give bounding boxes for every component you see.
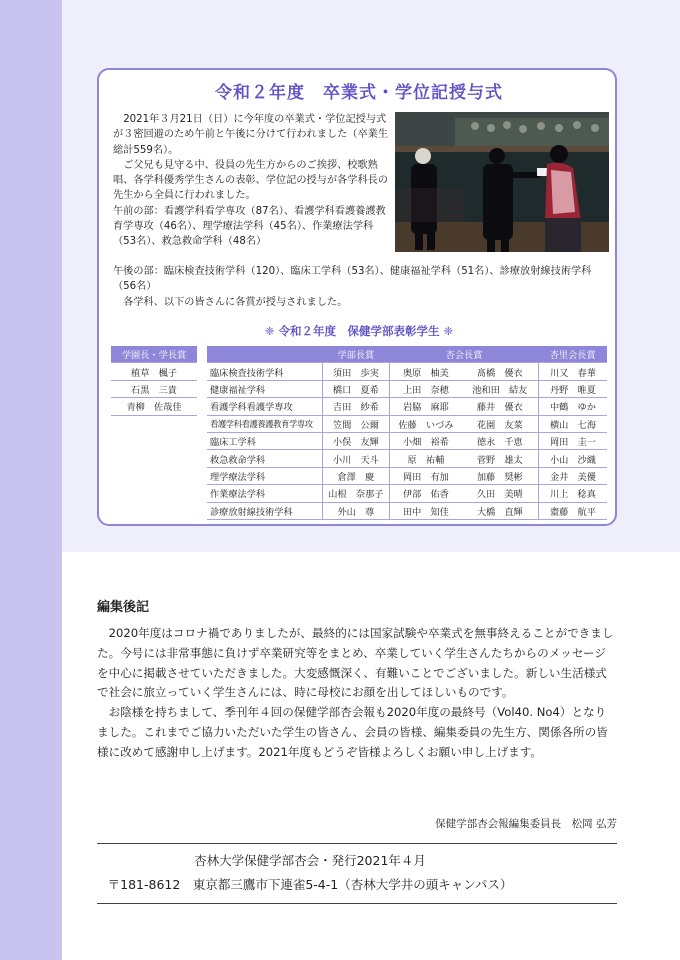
- satokai-award-cell: 金井 美優: [538, 467, 607, 484]
- alumni-award-cell: 花園 友菜: [462, 415, 539, 432]
- editorial-paragraph-2: お陰様を持ちまして、季刊年４回の保健学部杏会報も2020年度の最終号（Vol40. No4）となりました。これまでご協力いただいた学生の皆さん、会員の皆様、編集委員の先生方、関係各所の皆様に改めて感謝申し上げます。2021年度もどうぞ皆様よろしくお願い申し上げます。: [97, 705, 608, 759]
- alumni-award-cell: 岡田 有加: [390, 467, 462, 484]
- satokai-award-cell: 齋藤 航平: [538, 502, 607, 519]
- dept-cell: 診療放射線技術学科: [207, 502, 322, 519]
- satokai-award-cell: 川又 春華: [538, 363, 607, 380]
- alumni-award-cell: 田中 知佳: [390, 502, 462, 519]
- award-row: [207, 415, 607, 432]
- satokai-award-cell: 丹野 唯夏: [538, 380, 607, 397]
- alumni-award-cell: 徳永 千恵: [462, 432, 539, 449]
- alumni-award-cell: 藤井 優衣: [462, 398, 539, 415]
- dept-cell: 臨床工学科: [207, 432, 322, 449]
- footer-rule-bottom: [97, 903, 617, 904]
- alumni-award-cell: 上田 奈穂: [390, 380, 462, 397]
- award-row: [207, 485, 607, 502]
- award-row: [207, 432, 607, 449]
- alumni-award-cell: 岩脇 麻耶: [390, 398, 462, 415]
- award-row: [207, 467, 607, 484]
- satokai-award-cell: 小山 沙織: [538, 450, 607, 467]
- award-row: [207, 380, 607, 397]
- dean-award-cell: 吉田 紗希: [322, 398, 390, 415]
- alumni-award-cell: 原 祐輔: [390, 450, 462, 467]
- alumni-award-cell: 加藤 奨彬: [462, 467, 539, 484]
- dean-award-cell: 山根 奈那子: [322, 485, 390, 502]
- president-award-header: 学園長・学長賞: [111, 346, 197, 363]
- alumni-award-cell: 髙橋 優衣: [462, 363, 539, 380]
- dept-cell: 臨床検査技術学科: [207, 363, 322, 380]
- award-row: [207, 398, 607, 415]
- satokai-award-cell: 川上 稔真: [538, 485, 607, 502]
- alumni-award-cell: 奥原 柚美: [390, 363, 462, 380]
- dean-award-cell: 橋口 夏希: [322, 380, 390, 397]
- intro-paragraph-1: 2021年３月21日（日）に今年度の卒業式・学位記授与式が３密回避のため午前と午後に分けて行われました（卒業生総計559名）。: [113, 114, 389, 156]
- dean-award-cell: 小川 天斗: [322, 450, 390, 467]
- dept-cell: 看護学科看護学専攻: [207, 398, 322, 415]
- alumni-award-cell: 伊部 佑香: [390, 485, 462, 502]
- satokai-award-header: 杏里会長賞: [538, 346, 607, 363]
- editorial-signature: 保健学部杏会報編集委員長 松岡 弘芳: [435, 818, 617, 830]
- president-award-table: [111, 346, 197, 416]
- editorial-paragraph-1: 2020年度はコロナ禍でありましたが、最終的には国家試験や卒業式を無事終えることができました。今号には非常事態に負けず卒業研究等をまとめ、卒業していく学生さんたちからのメッセージを中心に掲載させていただきました。大変感慨深く、有難いことでございました。新しい生活様式で社会に旅立っていく学生さんには、時に母校にお顔を出してほしいものです。: [97, 626, 614, 700]
- footer-publisher: 杏林大学保健学部杏会・発行2021年４月: [194, 853, 426, 868]
- alumni-award-header: 杏会長賞: [390, 346, 539, 363]
- afternoon-session: 午後の部：臨床検査技術学科（120）、臨床工学科（53名）、健康福祉学科（51名）、診療放射線技術学科（56名）: [113, 266, 592, 293]
- dept-cell: 健康福祉学科: [207, 380, 322, 397]
- dept-cell: 看護学科看護養護教育学専攻: [207, 415, 322, 432]
- alumni-award-cell: 大橋 直輝: [462, 502, 539, 519]
- alumni-award-cell: 佐藤 いづみ: [390, 415, 462, 432]
- satokai-award-cell: 岡田 圭一: [538, 432, 607, 449]
- editorial-title: 編集後記: [97, 600, 150, 615]
- dept-cell: 理学療法学科: [207, 467, 322, 484]
- satokai-award-cell: 横山 七海: [538, 415, 607, 432]
- dean-award-cell: 外山 尊: [322, 502, 390, 519]
- dept-cell: 救急救命学科: [207, 450, 322, 467]
- footer-rule-top: [97, 843, 617, 844]
- dean-award-cell: 小俣 友輝: [322, 432, 390, 449]
- dean-award-header: 学部長賞: [322, 346, 390, 363]
- editorial-body: [97, 624, 617, 763]
- president-award-name: 青柳 佐哉佳: [111, 398, 197, 415]
- alumni-award-cell: 菅野 雄太: [462, 450, 539, 467]
- alumni-award-cell: 小畑 裕希: [390, 432, 462, 449]
- award-row: [207, 450, 607, 467]
- awards-subtitle: ❈ 令和２年度 保健学部表彰学生 ❈: [264, 324, 454, 338]
- footer-address: 〒181-8612 東京都三鷹市下連雀5-4-1（杏林大学井の頭キャンパス）: [107, 877, 513, 892]
- ceremony-box: [97, 68, 617, 526]
- president-award-name: 植草 楓子: [111, 363, 197, 380]
- alumni-award-cell: 久田 美晴: [462, 485, 539, 502]
- dean-award-cell: 笠間 公爾: [322, 415, 390, 432]
- president-award-name: 石黒 三貴: [111, 380, 197, 397]
- award-row: [207, 502, 607, 519]
- award-row: [207, 363, 607, 380]
- ceremony-title: 令和２年度 卒業式・学位記授与式: [215, 83, 503, 103]
- ceremony-details: [113, 264, 609, 310]
- morning-session: 午前の部：看護学科看学専攻（87名）、看護学科看護養護教育学専攻（46名）、理学療法学科（45名）、作業療法学科（53名）、救急救命学科（48名）: [113, 205, 386, 248]
- satokai-award-cell: 中鶴 ゆか: [538, 398, 607, 415]
- ceremony-intro: [113, 112, 393, 250]
- dept-cell: 作業療法学科: [207, 485, 322, 502]
- ceremony-photo: [395, 112, 609, 252]
- alumni-award-cell: 池和田 結友: [462, 380, 539, 397]
- dean-award-cell: 須田 歩実: [322, 363, 390, 380]
- department-awards-table: [207, 346, 607, 520]
- dept-header: [207, 346, 322, 363]
- closing-line: 各学科、以下の皆さんに各賞が授与されました。: [123, 296, 348, 308]
- side-strip: [0, 0, 62, 960]
- dean-award-cell: 倉澤 慶: [322, 467, 390, 484]
- intro-paragraph-2: ご父兄も見守る中、役員の先生方からのご挨拶、校歌熟唱、各学科優秀学生さんの表彰、学位記の授与が各学科長の先生から全員に行われました。: [113, 159, 389, 202]
